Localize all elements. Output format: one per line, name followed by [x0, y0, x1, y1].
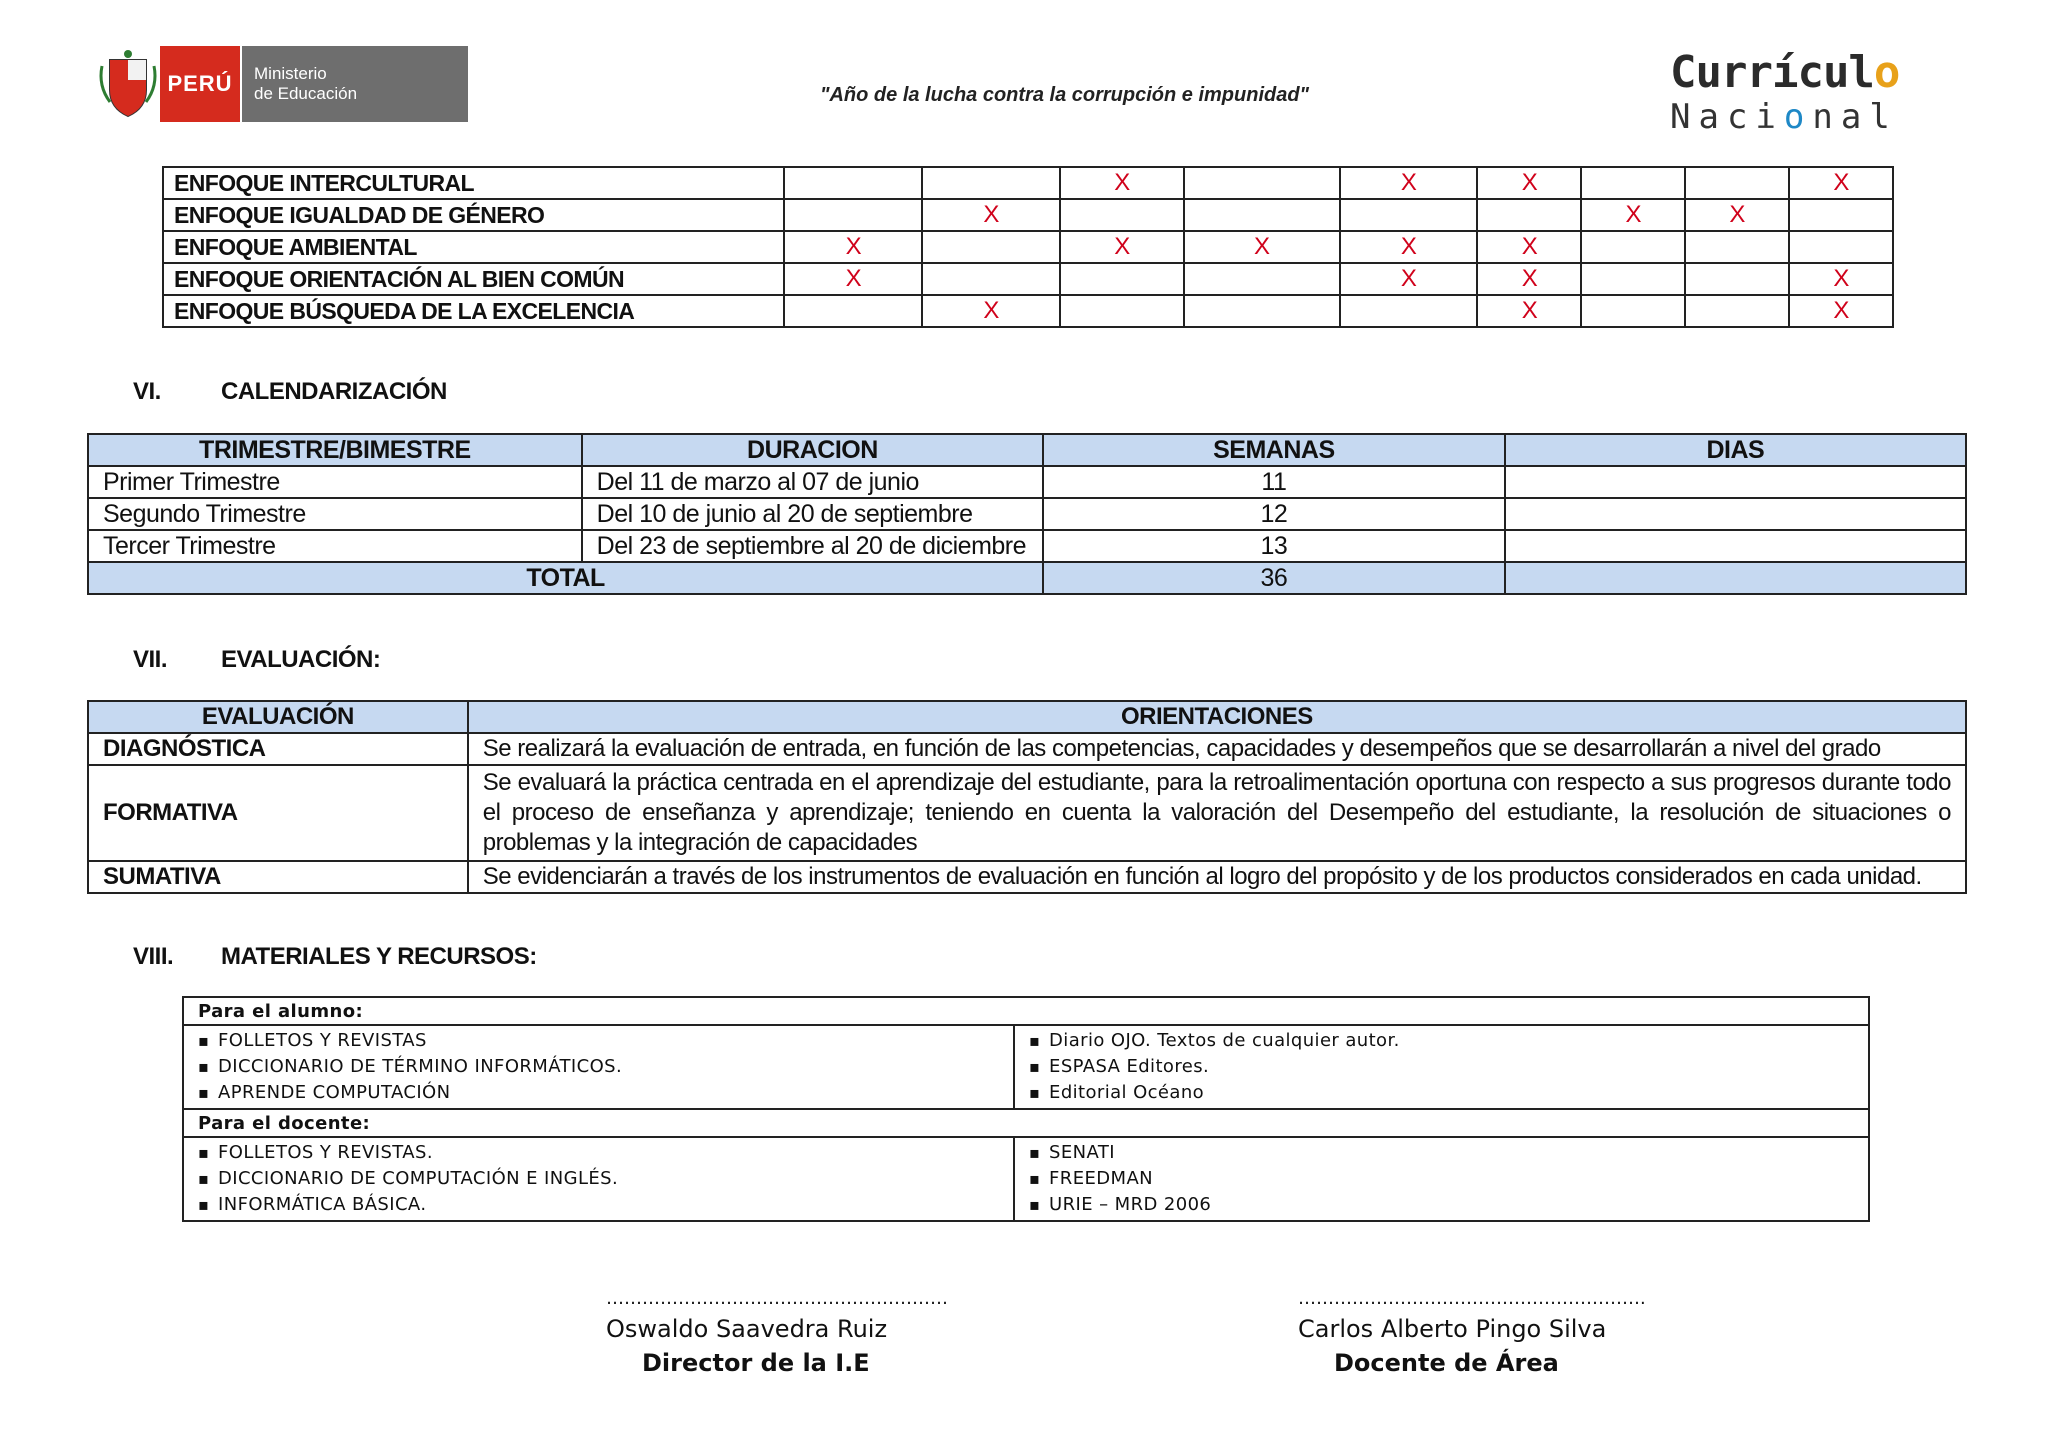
header-cell: DIAS [1505, 434, 1966, 466]
student-right-list [1014, 1025, 1869, 1109]
enfoque-mark-cell: X [1477, 295, 1581, 327]
signature-line: ………………………………………………… [606, 1288, 948, 1309]
enfoque-mark-cell: X [1340, 263, 1478, 295]
peru-label: PERÚ [160, 46, 240, 122]
enfoque-mark-cell [1184, 263, 1340, 295]
year-motto: "Año de la lucha contra la corrupción e impunidad" [820, 84, 1310, 106]
enfoque-mark-cell: X [1477, 167, 1581, 199]
evaluation-text: Se evaluará la práctica centrada en el aprendizaje del estudiante, para la retroalimentación oportuna con respecto a sus progresos durante todo el proceso de enseñanza y aprendizaje; teniendo en cuenta la valoración del Desempeño del estudiante, la resolución de situaciones o problemas y la integración de capacidades [468, 765, 1966, 861]
enfoque-mark-cell [1581, 295, 1685, 327]
enfoque-label: ENFOQUE BÚSQUEDA DE LA EXCELENCIA [163, 295, 784, 327]
list-item: ▪ SENATI [1029, 1140, 1854, 1166]
list-item: ▪ FREEDMAN [1029, 1166, 1854, 1192]
enfoque-mark-cell [1477, 199, 1581, 231]
evaluation-type: FORMATIVA [88, 765, 468, 861]
table-header-row [88, 701, 1966, 733]
header-cell: SEMANAS [1043, 434, 1504, 466]
enfoque-mark-cell: X [1340, 231, 1478, 263]
signer-name: Oswaldo Saavedra Ruiz [606, 1315, 888, 1343]
table-row [88, 530, 1966, 562]
section-title: EVALUACIÓN: [221, 646, 381, 673]
duration-cell: Del 11 de marzo al 07 de junio [582, 466, 1043, 498]
enfoque-mark-cell: X [922, 199, 1060, 231]
enfoque-mark-cell: X [1789, 295, 1893, 327]
student-subheader-row [183, 997, 1869, 1025]
enfoque-mark-cell: X [784, 263, 922, 295]
evaluation-table [87, 700, 1967, 894]
section-number: VIII. [133, 943, 174, 970]
list-item: ▪ URIE – MRD 2006 [1029, 1192, 1854, 1218]
list-item: ▪ FOLLETOS Y REVISTAS. [198, 1140, 999, 1166]
signer-role: Docente de Área [1334, 1349, 1559, 1377]
table-row [88, 861, 1966, 893]
section-materiales [133, 943, 537, 971]
enfoque-row [163, 263, 1893, 295]
enfoque-mark-cell [922, 167, 1060, 199]
section-calendarizacion [133, 378, 447, 406]
section-title: MATERIALES Y RECURSOS: [221, 943, 537, 970]
enfoque-label: ENFOQUE ORIENTACIÓN AL BIEN COMÚN [163, 263, 784, 295]
enfoque-row [163, 295, 1893, 327]
total-weeks: 36 [1043, 562, 1504, 594]
table-row [88, 466, 1966, 498]
enfoque-mark-cell: X [1789, 263, 1893, 295]
enfoque-mark-cell [922, 231, 1060, 263]
enfoque-mark-cell [1184, 167, 1340, 199]
enfoque-mark-cell [1340, 295, 1478, 327]
enfoque-mark-cell [1789, 199, 1893, 231]
weeks-cell: 12 [1043, 498, 1504, 530]
enfoque-mark-cell: X [1477, 263, 1581, 295]
enfoque-mark-cell [1581, 167, 1685, 199]
enfoque-mark-cell: X [1340, 167, 1478, 199]
enfoque-mark-cell [1184, 295, 1340, 327]
enfoque-label: ENFOQUE INTERCULTURAL [163, 167, 784, 199]
signer-name: Carlos Alberto Pingo Silva [1298, 1315, 1607, 1343]
evaluation-type: DIAGNÓSTICA [88, 733, 468, 765]
period-cell: Tercer Trimestre [88, 530, 582, 562]
enfoque-mark-cell: X [922, 295, 1060, 327]
enfoque-mark-cell [1581, 263, 1685, 295]
enfoque-mark-cell [784, 167, 922, 199]
enfoques-table [162, 166, 1894, 328]
ministry-line-1: Ministerio [254, 64, 327, 83]
enfoque-mark-cell: X [1060, 167, 1184, 199]
section-number: VI. [133, 378, 161, 405]
student-left-list [183, 1025, 1014, 1109]
header-cell: TRIMESTRE/BIMESTRE [88, 434, 582, 466]
enfoque-mark-cell [784, 295, 922, 327]
header-cell: ORIENTACIONES [468, 701, 1966, 733]
enfoque-label: ENFOQUE IGUALDAD DE GÉNERO [163, 199, 784, 231]
duration-cell: Del 10 de junio al 20 de septiembre [582, 498, 1043, 530]
signer-role: Director de la I.E [642, 1349, 870, 1377]
enfoque-row [163, 199, 1893, 231]
signature-line: …………………………………………………. [1298, 1288, 1646, 1309]
list-item: ▪ DICCIONARIO DE COMPUTACIÓN E INGLÉS. [198, 1166, 999, 1192]
teacher-subheader-row [183, 1109, 1869, 1137]
list-item: ▪ FOLLETOS Y REVISTAS [198, 1028, 999, 1054]
period-cell: Segundo Trimestre [88, 498, 582, 530]
days-cell [1505, 530, 1966, 562]
list-item: ▪ DICCIONARIO DE TÉRMINO INFORMÁTICOS. [198, 1054, 999, 1080]
enfoque-mark-cell [1184, 199, 1340, 231]
curriculo-word: Currículo [1670, 47, 1900, 98]
enfoque-mark-cell [1060, 263, 1184, 295]
header-cell: EVALUACIÓN [88, 701, 468, 733]
enfoque-mark-cell [1789, 231, 1893, 263]
total-label: TOTAL [88, 562, 1043, 594]
enfoque-label: ENFOQUE AMBIENTAL [163, 231, 784, 263]
enfoque-mark-cell [922, 263, 1060, 295]
enfoque-row [163, 167, 1893, 199]
list-item: ▪ ESPASA Editores. [1029, 1054, 1854, 1080]
section-title: CALENDARIZACIÓN [221, 378, 447, 405]
period-cell: Primer Trimestre [88, 466, 582, 498]
enfoque-mark-cell [1685, 263, 1789, 295]
section-evaluacion [133, 646, 380, 674]
enfoque-mark-cell: X [1184, 231, 1340, 263]
list-item: ▪ Diario OJO. Textos de cualquier autor. [1029, 1028, 1854, 1054]
list-item: ▪ APRENDE COMPUTACIÓN [198, 1080, 999, 1106]
student-label: Para el alumno: [183, 997, 1869, 1025]
ministry-label [240, 46, 468, 122]
enfoque-mark-cell [1685, 231, 1789, 263]
header-cell: DURACION [582, 434, 1043, 466]
teacher-label: Para el docente: [183, 1109, 1869, 1137]
weeks-cell: 13 [1043, 530, 1504, 562]
teacher-materials-row [183, 1137, 1869, 1221]
curriculo-nacional-logo [1670, 48, 1899, 136]
total-days [1505, 562, 1966, 594]
table-header-row [88, 434, 1966, 466]
teacher-right-list [1014, 1137, 1869, 1221]
days-cell [1505, 466, 1966, 498]
evaluation-text: Se realizará la evaluación de entrada, en función de las competencias, capacidades y desempeños que se desarrollarán a nivel del grado [468, 733, 1966, 765]
weeks-cell: 11 [1043, 466, 1504, 498]
signature-director [606, 1288, 948, 1377]
enfoque-mark-cell: X [1685, 199, 1789, 231]
enfoque-mark-cell [1060, 199, 1184, 231]
table-row [88, 498, 1966, 530]
enfoque-row [163, 231, 1893, 263]
table-row [88, 765, 1966, 861]
peru-shield-icon [96, 46, 160, 122]
enfoque-mark-cell: X [1060, 231, 1184, 263]
evaluation-text: Se evidenciarán a través de los instrumentos de evaluación en función al logro del propósito y de los productos considerados en cada unidad. [468, 861, 1966, 893]
total-row [88, 562, 1966, 594]
enfoque-mark-cell: X [1789, 167, 1893, 199]
list-item: ▪ Editorial Océano [1029, 1080, 1854, 1106]
days-cell [1505, 498, 1966, 530]
evaluation-type: SUMATIVA [88, 861, 468, 893]
student-materials-row [183, 1025, 1869, 1109]
section-number: VII. [133, 646, 168, 673]
enfoque-mark-cell: X [784, 231, 922, 263]
enfoque-mark-cell [1685, 295, 1789, 327]
materials-table [182, 996, 1870, 1222]
minedu-logo [96, 46, 468, 122]
enfoque-mark-cell [1340, 199, 1478, 231]
signature-teacher [1298, 1288, 1646, 1377]
enfoque-mark-cell: X [1581, 199, 1685, 231]
list-item: ▪ INFORMÁTICA BÁSICA. [198, 1192, 999, 1218]
duration-cell: Del 23 de septiembre al 20 de diciembre [582, 530, 1043, 562]
calendar-table [87, 433, 1967, 595]
enfoque-mark-cell [1581, 231, 1685, 263]
teacher-left-list [183, 1137, 1014, 1221]
enfoque-mark-cell [1685, 167, 1789, 199]
enfoque-mark-cell: X [1477, 231, 1581, 263]
table-row [88, 733, 1966, 765]
enfoque-mark-cell [1060, 295, 1184, 327]
nacional-word: Nacional [1670, 97, 1898, 137]
enfoque-mark-cell [784, 199, 922, 231]
ministry-line-2: de Educación [254, 84, 358, 103]
